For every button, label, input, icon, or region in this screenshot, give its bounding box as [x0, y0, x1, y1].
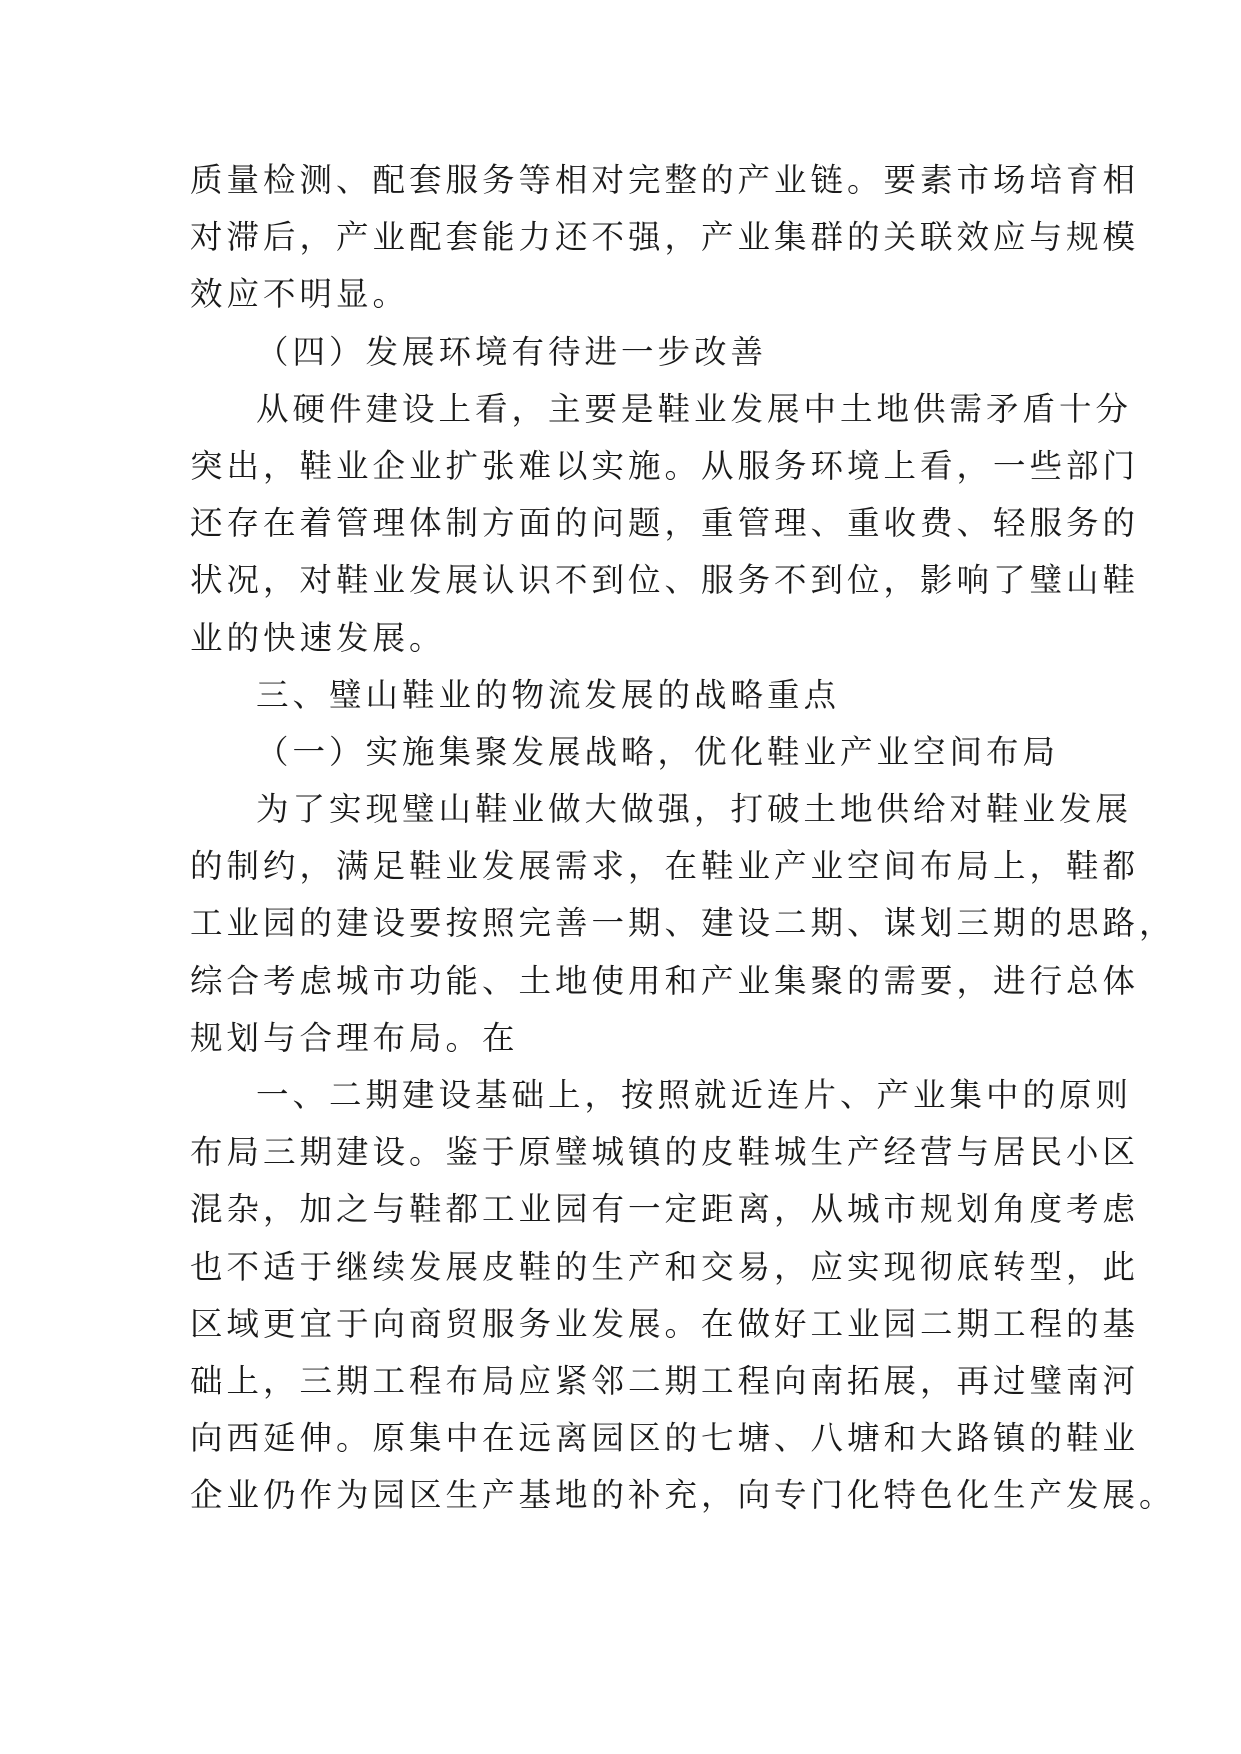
text-line: 规划与合理布局。在 [190, 1018, 519, 1057]
text-line: （四）发展环境有待进一步改善 [256, 332, 768, 371]
text-line: 混杂，加之与鞋都工业园有一定距离，从城市规划角度考虑 [190, 1190, 1140, 1229]
text-line: 向西延伸。原集中在远离园区的七塘、八塘和大路镇的鞋业 [190, 1419, 1140, 1458]
document-body [190, 152, 1176, 1525]
text-line: 状况，对鞋业发展认识不到位、服务不到位，影响了璧山鞋 [190, 561, 1140, 600]
text-line: 突出，鞋业企业扩张难以实施。从服务环境上看，一些部门 [190, 446, 1140, 485]
text-line: 三、璧山鞋业的物流发展的战略重点 [256, 675, 841, 714]
text-line: 布局三期建设。鉴于原璧城镇的皮鞋城生产经营与居民小区 [190, 1133, 1140, 1172]
text-line: 综合考虑城市功能、土地使用和产业集聚的需要，进行总体 [190, 961, 1140, 1000]
text-line: 也不适于继续发展皮鞋的生产和交易，应实现彻底转型，此 [190, 1247, 1140, 1286]
text-line: 一、二期建设基础上，按照就近连片、产业集中的原则 [256, 1076, 1133, 1114]
text-line: （一）实施集聚发展战略，优化鞋业产业空间布局 [256, 732, 1060, 771]
text-line: 础上，三期工程布局应紧邻二期工程向南拓展，再过璧南河 [190, 1361, 1140, 1400]
text-line: 区域更宜于向商贸服务业发展。在做好工业园二期工程的基 [190, 1304, 1140, 1343]
text-line: 为了实现璧山鞋业做大做强，打破土地供给对鞋业发展 [256, 790, 1133, 829]
text-line: 工业园的建设要按照完善一期、建设二期、谋划三期的思路， [190, 904, 1176, 943]
text-line: 还存在着管理体制方面的问题，重管理、重收费、轻服务的 [190, 504, 1140, 543]
text-line: 企业仍作为园区生产基地的补充，向专门化特色化生产发展。 [190, 1476, 1176, 1515]
text-line: 效应不明显。 [190, 275, 410, 314]
text-line: 对滞后，产业配套能力还不强，产业集群的关联效应与规模 [190, 218, 1140, 257]
text-line: 从硬件建设上看，主要是鞋业发展中土地供需矛盾十分 [256, 389, 1133, 428]
text-line: 质量检测、配套服务等相对完整的产业链。要素市场培育相 [190, 161, 1140, 199]
text-line: 业的快速发展。 [190, 618, 446, 657]
text-line: 的制约，满足鞋业发展需求，在鞋业产业空间布局上，鞋都 [190, 847, 1140, 886]
